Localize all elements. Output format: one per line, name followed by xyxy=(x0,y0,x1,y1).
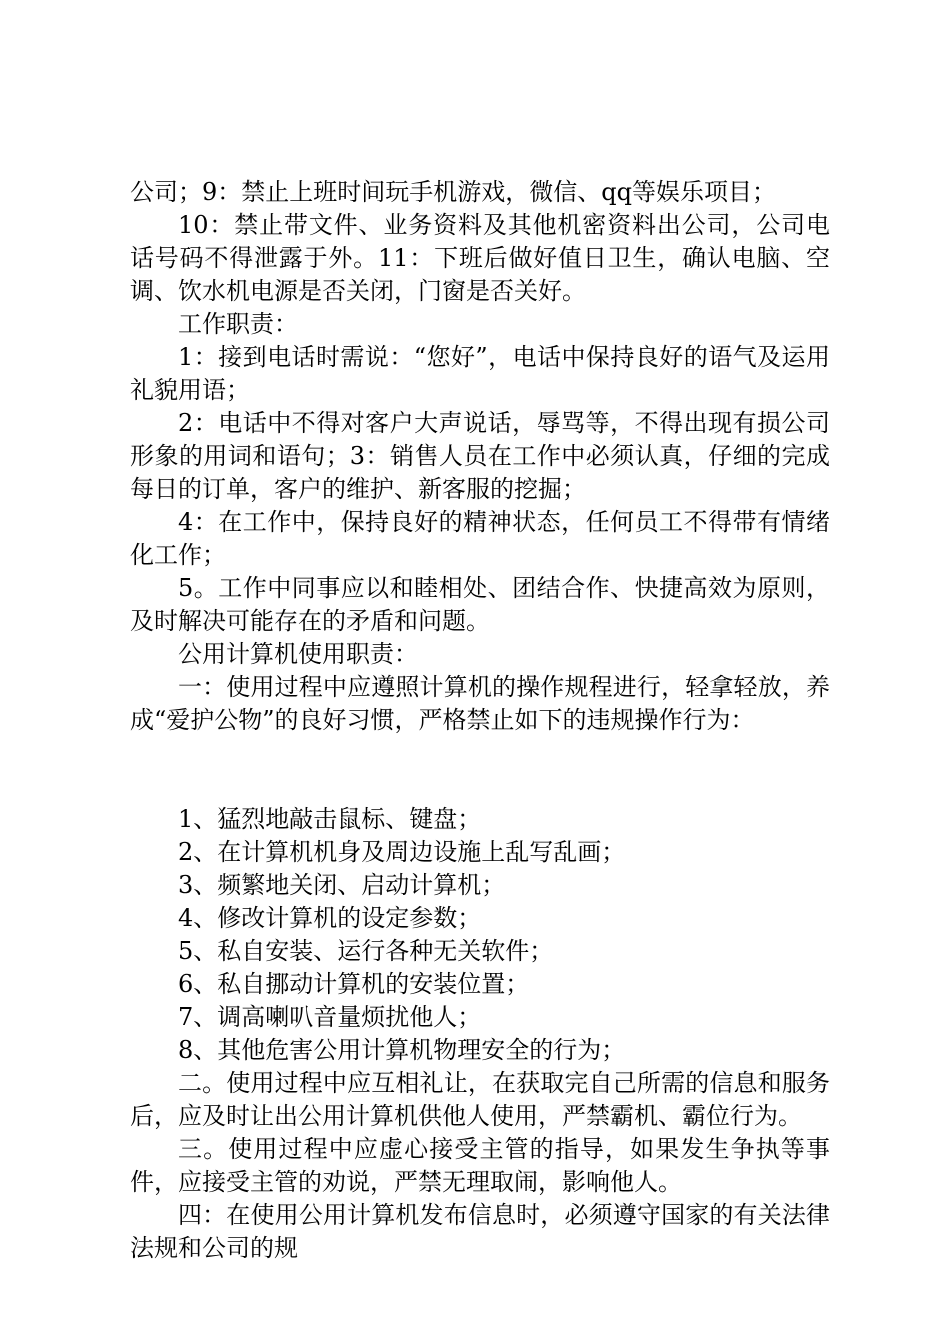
list-item: 3、频繁地关闭、启动计算机； xyxy=(178,871,506,899)
section-heading-job-duties: 工作职责： xyxy=(178,310,298,338)
section-heading-computer-use: 公用计算机使用职责： xyxy=(178,640,418,668)
list-item: 1、猛烈地敲击鼠标、键盘； xyxy=(178,805,482,833)
paragraph-computer-rule-3: 三。使用过程中应虚心接受主管的指导，如果发生争执等事件，应接受主管的劝说，严禁无理取闹，影响他人。 xyxy=(130,1135,830,1196)
list-item: 5、私自安装、运行各种无关软件； xyxy=(178,937,554,965)
document-page xyxy=(130,176,830,1265)
paragraph-computer-rule-4: 四：在使用公用计算机发布信息时，必须遵守国家的有关法律法规和公司的规 xyxy=(130,1201,830,1262)
paragraph-duty-2-3: 2：电话中不得对客户大声说话，辱骂等，不得出现有损公司形象的用词和语句；3：销售人员在工作中必须认真，仔细的完成每日的订单，客户的维护、新客服的挖掘； xyxy=(130,409,830,503)
paragraph-duty-5: 5。工作中同事应以和睦相处、团结合作、快捷高效为原则，及时解决可能存在的矛盾和问题。 xyxy=(130,574,830,635)
paragraph-duty-1: 1：接到电话时需说：“您好”，电话中保持良好的语气及运用礼貌用语； xyxy=(130,343,830,404)
list-item: 8、其他危害公用计算机物理安全的行为； xyxy=(178,1036,626,1064)
paragraph-rule-10-11: 10：禁止带文件、业务资料及其他机密资料出公司，公司电话号码不得泄露于外。11：下班后做好值日卫生，确认电脑、空调、饮水机电源是否关闭，门窗是否关好。 xyxy=(130,211,830,305)
paragraph-computer-rule-1: 一：使用过程中应遵照计算机的操作规程进行，轻拿轻放，养成“爱护公物”的良好习惯，严格禁止如下的违规操作行为： xyxy=(130,673,830,734)
paragraph-continuation: 公司；9：禁止上班时间玩手机游戏，微信、qq等娱乐项目； xyxy=(130,178,776,206)
list-item: 2、在计算机机身及周边设施上乱写乱画； xyxy=(178,838,626,866)
paragraph-duty-4: 4：在工作中，保持良好的精神状态，任何员工不得带有情绪化工作； xyxy=(130,508,830,569)
paragraph-computer-rule-2: 二。使用过程中应互相礼让，在获取完自己所需的信息和服务后，应及时让出公用计算机供他人使用，严禁霸机、霸位行为。 xyxy=(130,1069,830,1130)
list-item: 4、修改计算机的设定参数； xyxy=(178,904,482,932)
list-item: 6、私自挪动计算机的安装位置； xyxy=(178,970,530,998)
list-item: 7、调高喇叭音量烦扰他人； xyxy=(178,1003,482,1031)
blank-line xyxy=(130,737,830,803)
